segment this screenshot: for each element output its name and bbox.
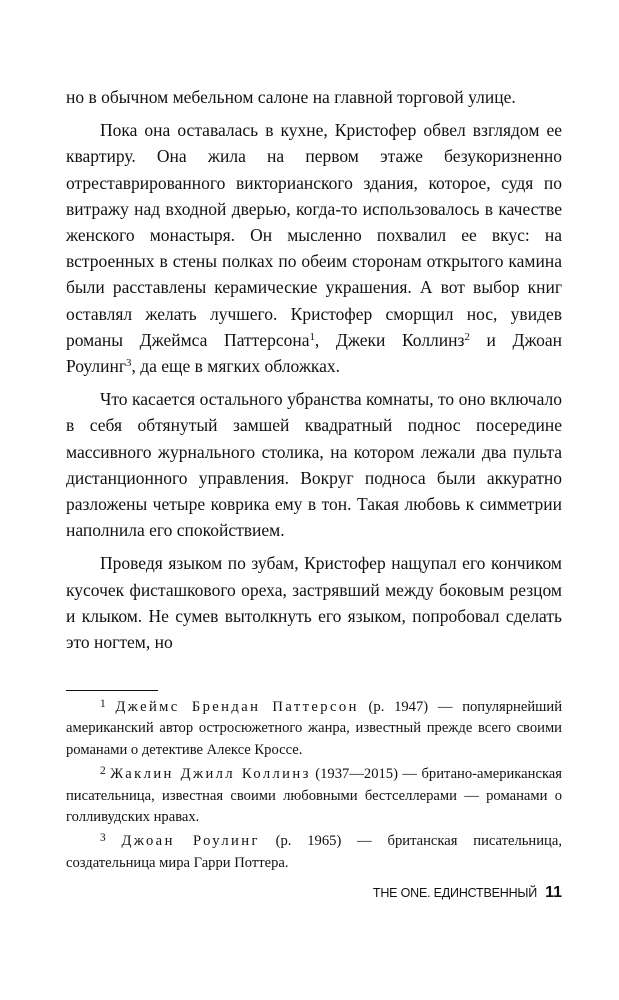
footnote-marker-2: 2: [464, 330, 470, 343]
footnote-3-text: (р. 1965) — британская писательница, создательница мира Гарри Поттера.: [66, 833, 562, 871]
paragraph-2-text-a: Пока она оставалась в кухне, Кристофер обвел взглядом ее квартиру. Она жила на первом этаже безукоризненно отреставрированного викторианского здания, которое, судя по витражу над входной дверью, когда-то использовалось в качестве женского монастыря. Он мысленно похвалил ее вкус: на встроенных в стены полках по обеим сторонам открытого камина были расставлены керамические украшения. А вот выбор книг оставлял желать лучшего. Кристофер сморщил нос, увидев романы Джеймса Паттерсона: [66, 120, 562, 350]
running-footer: [373, 884, 562, 902]
footnote-1: [66, 697, 562, 761]
paragraph-3: Что касается остального убранства комнаты, то оно включало в себя обтянутый замшей квадратный поднос посередине массивного журнального столика, на котором лежали два пульта дистанционного управления. Вокруг подноса были аккуратно разложены четыре коврика ему в тон. Такая любовь к симметрии наполнила его спокойствием.: [66, 389, 562, 541]
footnote-marker-3: 3: [126, 357, 132, 370]
main-text: [66, 84, 562, 655]
paragraph-2: [66, 117, 562, 379]
footnote-2-name: Жаклин Джилл Коллинз: [110, 766, 311, 783]
footnote-1-text: (р. 1947) — популярнейший американский автор остросюжетного жанра, известный прежде всего своими романами о детективе Алексе Кроссе.: [66, 699, 563, 758]
footnote-3-name: Джоан Роулинг: [121, 833, 260, 850]
footnote-3: [66, 831, 562, 874]
paragraph-4: Проведя языком по зубам, Кристофер нащупал его кончиком кусочек фисташкового ореха, застрявший между боковым резцом и клыком. Не сумев вытолкнуть его языком, попробовал сделать это ногтем, но: [66, 553, 562, 653]
footnote-marker-1: 1: [309, 330, 315, 343]
footnote-2-text: (1937—2015) — британо-американская писательница, известная своими любовными бестселлерами — романами о голливудских нравах.: [66, 766, 562, 826]
running-title: THE ONE. ЕДИНСТВЕННЫЙ: [372, 886, 538, 900]
footnote-2: [66, 764, 562, 828]
footnote-2-number: 2: [100, 765, 106, 778]
page-number: 11: [545, 884, 562, 901]
footnote-1-number: 1: [100, 698, 106, 711]
footnote-1-name: Джеймс Брендан Паттерсон: [115, 699, 359, 715]
paragraph-1: но в обычном мебельном салоне на главной торговой улице.: [66, 87, 516, 107]
footnote-3-number: 3: [100, 832, 106, 845]
paragraph-2-text-c: и Джоан Роулинг: [66, 329, 562, 377]
footnotes: [66, 697, 562, 877]
paragraph-2-text-b: , Джеки Коллинз: [314, 329, 465, 350]
paragraph-2-text-d: , да еще в мягких обложках.: [131, 356, 341, 377]
footnote-divider: [66, 690, 158, 691]
